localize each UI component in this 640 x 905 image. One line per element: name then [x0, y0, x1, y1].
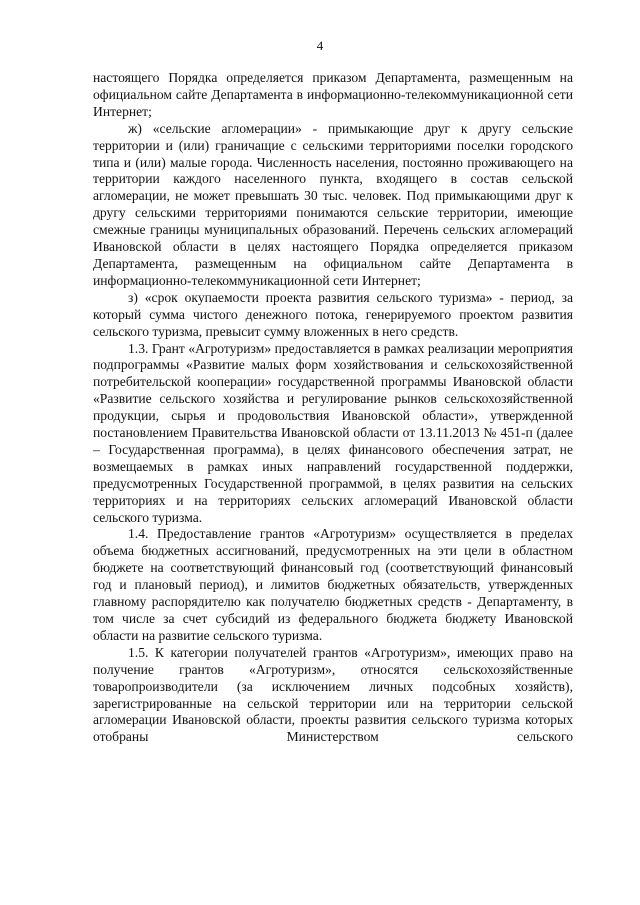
paragraph-clause-1-5: 1.5. К категории получателей грантов «Агротуризм», имеющих право на получение грантов «Агротуризм», относятся сельскохозяйственные товаропроизводители (за исключением личных подсобных хозяйств), зарегистрированные на сельской территории или на территории сельской агломерации Ивановской области, проекты развития сельского туризма которых отобраны Министерством сельского — [93, 644, 573, 745]
paragraph-clause-1-4: 1.4. Предоставление грантов «Агротуризм» осуществляется в пределах объема бюджетных ассигнований, предусмотренных на эти цели в областном бюджете на соответствующий финансовый год (соответствующий финансовый год и плановый период), и лимитов бюджетных обязательств, утвержденных главному распорядителю как получателю бюджетных средств - Департаменту, в том числе за счет субсидий из федерального бюджета бюджету Ивановской области на развитие сельского туризма. — [93, 526, 573, 643]
paragraph-continuation: настоящего Порядка определяется приказом Департамента, размещенным на официальном сайте Департамента в информационно-телекоммуникационной сети Интернет; — [93, 70, 573, 119]
page-number: 4 — [316, 38, 324, 53]
paragraph-item-zh: ж) «сельские агломерации» - примыкающие друг к другу сельские территории и (или) граничащие с сельскими территориями поселки городского типа и (или) малые города. Численность населения, постоянно проживающего на территории каждого населенного пункта, входящего в состав сельской агломерации, не может превышать 30 тыс. человек. Под примыкающими друг к другу сельскими территориями понимаются сельские территории, имеющие смежные границы муниципальных образований. Перечень сельских агломераций Ивановской области в целях настоящего Порядка определяется приказом Департамента, размещенным на официальном сайте Департамента в информационно-телекоммуникационной сети Интернет; — [93, 120, 573, 288]
document-body — [93, 70, 573, 746]
paragraph-clause-1-3: 1.3. Грант «Агротуризм» предоставляется в рамках реализации мероприятия подпрограммы «Развитие малых форм хозяйствования и сельскохозяйственной потребительской кооперации» государственной программы Ивановской области «Развитие сельского хозяйства и регулирование рынков сельскохозяйственной продукции, сырья и продовольствия Ивановской области», утвержденной постановлением Правительства Ивановской области от 13.11.2013 № 451-п (далее – Государственная программа), в целях финансового обеспечения затрат, не возмещаемых в рамках иных направлений государственной поддержки, предусмотренных Государственной программой, в целях развития на сельских территориях и на территориях сельских агломераций Ивановской области сельского туризма. — [93, 340, 573, 525]
paragraph-item-z: з) «срок окупаемости проекта развития сельского туризма» - период, за который сумма чистого денежного потока, генерируемого проектом развития сельского туризма, превысит сумму вложенных в него средств. — [93, 289, 573, 339]
